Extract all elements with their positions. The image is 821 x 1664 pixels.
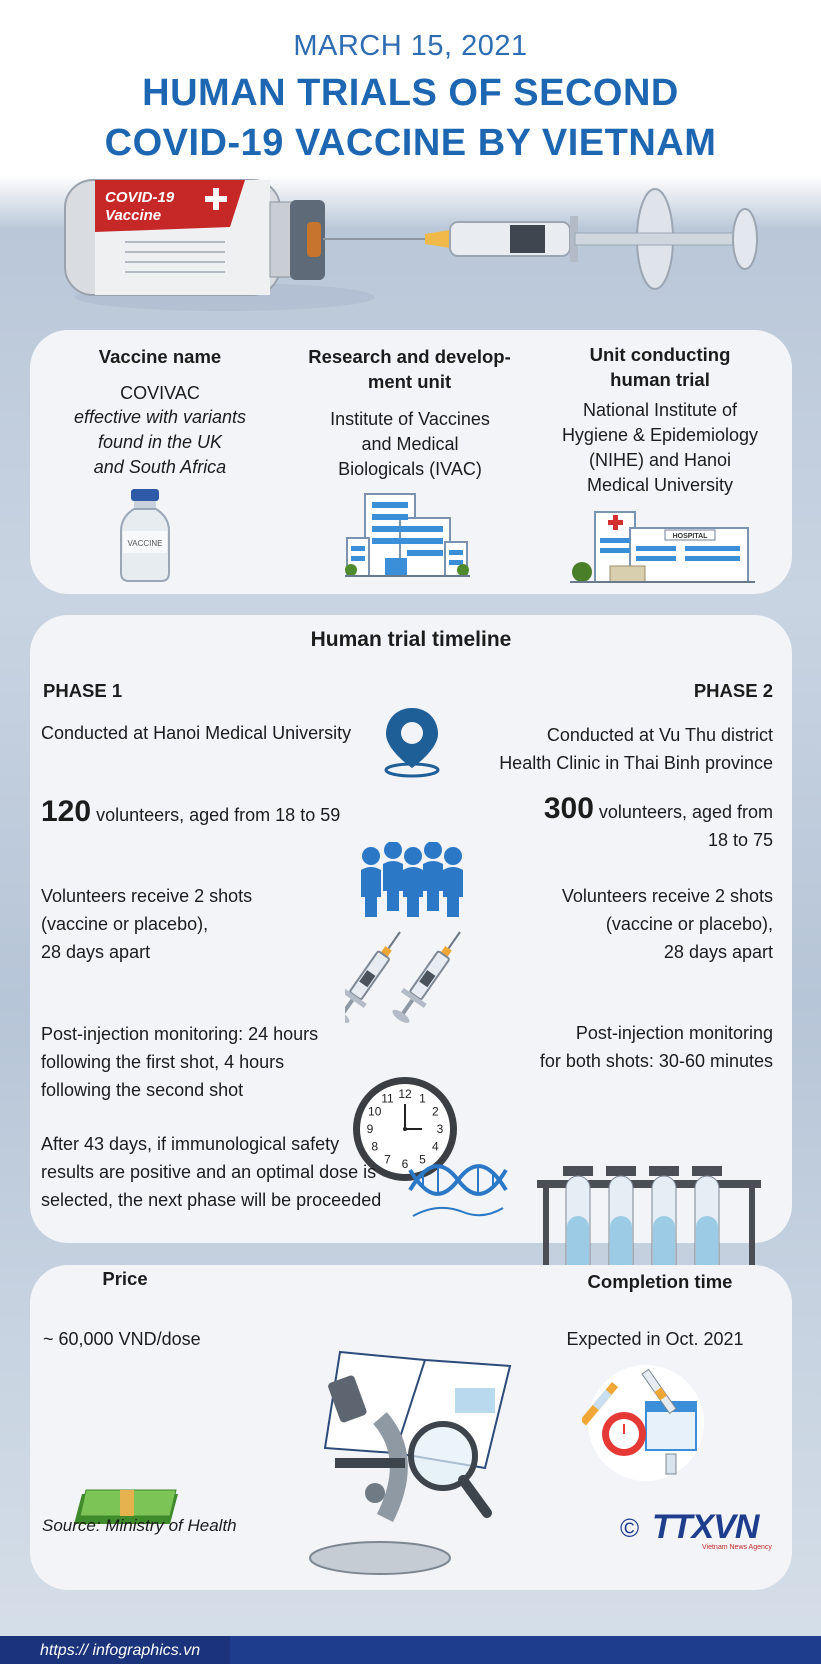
clock-number: 7 (384, 1152, 391, 1167)
hero-vaccine-illustration (55, 172, 795, 322)
clock-number: 11 (381, 1091, 394, 1106)
brand-logo: TTXVN (652, 1508, 759, 1546)
rnd-heading-line: Research and develop- (308, 346, 511, 367)
title-line-2: COVID-19 VACCINE BY VIETNAM (104, 122, 717, 164)
clock-number: 2 (431, 1104, 439, 1119)
source-note: Source: Ministry of Health (42, 1516, 237, 1535)
phase1-monitoring-line: following the second shot (41, 1080, 244, 1100)
rnd-body-line: Institute of Vaccines (330, 409, 490, 429)
clock-number: 5 (419, 1152, 426, 1167)
phase2-volunteer-text: 18 to 75 (707, 830, 773, 850)
syringe-small-icon (387, 930, 471, 1028)
phase1-monitoring (41, 1020, 341, 1104)
vial-label-line-2: Vaccine (105, 207, 162, 224)
phase2-shots (473, 882, 773, 966)
phase1-label: PHASE 1 (43, 680, 123, 701)
hospital-sign-text: HOSPITAL (672, 533, 708, 540)
website-link[interactable]: https:// infographics.vn (40, 1642, 201, 1659)
unit-body (535, 398, 785, 498)
phase1-monitoring-line: Post-injection monitoring: 24 hours (41, 1024, 319, 1044)
phase2-volunteer-count: 300 (543, 792, 594, 825)
syringe-icon (425, 189, 757, 289)
brand-subtitle: Vietnam News Agency (702, 1544, 772, 1551)
phase1-next-step (41, 1130, 401, 1214)
dna-icon (408, 1150, 508, 1222)
copyright-symbol: © (620, 1513, 640, 1543)
price-value: ~ 60,000 VND/dose (43, 1329, 201, 1349)
phase2-monitoring-line: for both shots: 30-60 minutes (539, 1051, 773, 1071)
phase2-volunteer-text: volunteers, aged from (598, 802, 773, 822)
microscope-book-icon (305, 1348, 520, 1580)
unit-body-line: Hygiene & Epidemiology (561, 425, 759, 445)
date-heading: MARCH 15, 2021 (293, 30, 528, 62)
completion-heading: Completion time (587, 1271, 733, 1292)
phase1-shots-line: Volunteers receive 2 shots (41, 886, 253, 906)
unit-body-line: (NIHE) and Hanoi (588, 450, 732, 470)
phase2-shots-line: 28 days apart (663, 942, 773, 962)
unit-body-line: Medical University (586, 475, 734, 495)
clock-number: 1 (419, 1091, 426, 1106)
phase1-next-line: After 43 days, if immunological safety (41, 1134, 340, 1154)
phase2-shots-line: Volunteers receive 2 shots (561, 886, 773, 906)
vaccine-vial-icon (65, 180, 325, 295)
phase2-location-line: Conducted at Vu Thu district (546, 725, 773, 745)
clock-number: 9 (366, 1122, 374, 1136)
phase2-location (445, 721, 773, 777)
phase2-label: PHASE 2 (693, 680, 773, 701)
phase1-volunteer-text: volunteers, aged from 18 to 59 (96, 805, 341, 825)
phase1-next-line: results are positive and an optimal dose is (41, 1162, 377, 1182)
vaccine-note (45, 405, 275, 480)
unit-body-line: National Institute of (582, 400, 738, 420)
rnd-body-line: Biologicals (IVAC) (338, 459, 482, 479)
hospital-icon (570, 508, 755, 586)
rnd-heading-line: ment unit (367, 371, 452, 392)
unit-heading-line: Unit conducting (589, 344, 731, 365)
vaccine-note-line: found in the UK (97, 432, 223, 452)
phase2-shots-line: (vaccine or placebo), (605, 914, 773, 934)
phase1-volunteers (41, 795, 381, 829)
calendar-alarm-icon (582, 1362, 710, 1484)
phase2-volunteers (480, 792, 773, 854)
price-heading: Price (102, 1268, 148, 1289)
rnd-body (285, 407, 535, 482)
people-group-icon (357, 842, 467, 918)
clock-number: 12 (398, 1087, 412, 1101)
phase2-monitoring (473, 1019, 773, 1075)
vial-label-line-1: COVID-19 (105, 189, 175, 206)
vial-icon (117, 487, 173, 583)
title-line-1: HUMAN TRIALS OF SECOND (142, 72, 679, 114)
vaccine-note-line: and South Africa (93, 457, 227, 477)
vaccine-name: COVIVAC (120, 383, 200, 403)
vial-icon-label: VACCINE (127, 539, 163, 548)
phase2-monitoring-line: Post-injection monitoring (575, 1023, 773, 1043)
clock-number: 8 (371, 1139, 379, 1154)
building-icon (345, 490, 470, 582)
phase1-shots (41, 882, 341, 966)
unit-heading (540, 342, 780, 392)
phase1-location: Conducted at Hanoi Medical University (41, 723, 352, 743)
clock-number: 6 (401, 1157, 409, 1171)
location-pin-icon (380, 704, 444, 778)
phase1-shots-line: 28 days apart (41, 942, 151, 962)
vaccine-name-heading: Vaccine name (98, 346, 222, 367)
completion-value: Expected in Oct. 2021 (566, 1329, 744, 1349)
two-syringes-icon (345, 930, 485, 1045)
timeline-heading: Human trial timeline (310, 628, 512, 651)
phase1-monitoring-line: following the first shot, 4 hours (41, 1052, 285, 1072)
rnd-body-line: and Medical (361, 434, 459, 454)
phase2-location-line: Health Clinic in Thai Binh province (499, 753, 773, 773)
phase1-volunteer-count: 120 (41, 795, 92, 828)
phase1-next-line: selected, the next phase will be proceeded (41, 1190, 382, 1210)
rnd-heading (277, 344, 542, 394)
vaccine-note-line: effective with variants (73, 407, 247, 427)
unit-heading-line: human trial (610, 369, 710, 390)
phase1-shots-line: (vaccine or placebo), (41, 914, 209, 934)
clock-number: 10 (368, 1104, 382, 1119)
clock-number: 4 (431, 1139, 439, 1154)
clock-number: 3 (436, 1122, 444, 1136)
